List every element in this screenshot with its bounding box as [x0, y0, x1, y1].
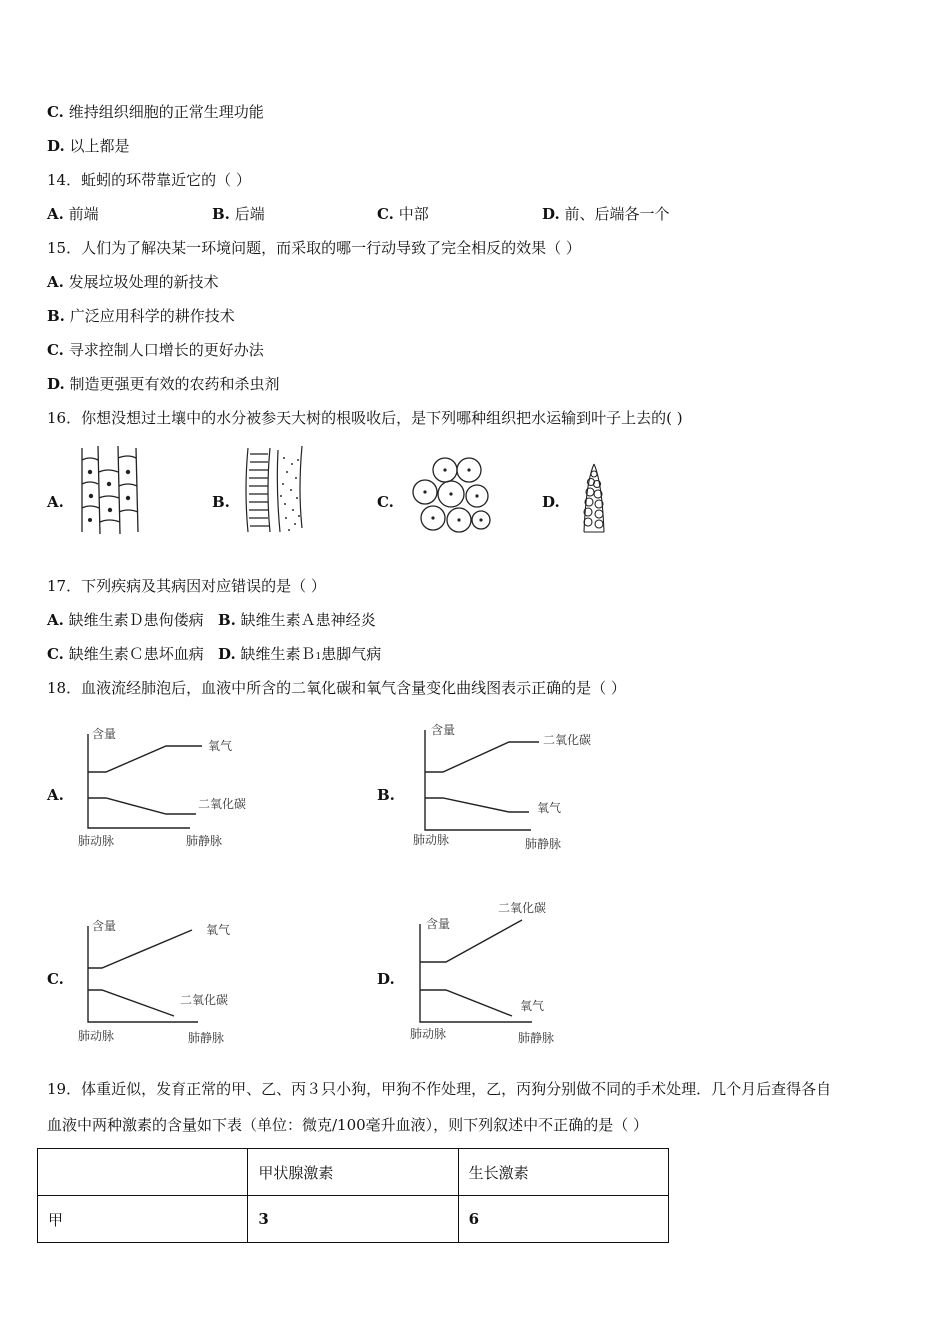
q16-stem: 16．你想没想过土壤中的水分被参天大树的根吸收后，是下列哪种组织把水运输到叶子上去的( ): [47, 409, 683, 427]
q15-option-d: D. 制造更强更有效的农药和杀虫剂: [47, 375, 280, 393]
q18-graph-a: [78, 724, 278, 852]
upper-curve-label: 氧气: [206, 923, 231, 937]
q14-option-c: C. 中部: [377, 205, 429, 223]
q17-stem: 17．下列疾病及其病因对应错误的是（ ）: [47, 577, 326, 595]
upper-curve-label: 二氧化碳: [543, 733, 592, 747]
option-text: 以上都是: [69, 137, 130, 155]
hormone-table: [37, 1148, 669, 1243]
q18-graph-c: [78, 914, 278, 1048]
q19-stem-line1: 19．体重近似，发育正常的甲、乙、丙３只小狗，甲狗不作处理，乙，丙狗分别做不同的手术处理．几个月后查得各自: [47, 1080, 832, 1098]
q15-option-c: C. 寻求控制人口增长的更好办法: [47, 341, 264, 359]
curve-lower: [88, 990, 174, 1016]
q18-label-a: A.: [47, 786, 64, 804]
q18-label-b: B.: [377, 786, 395, 804]
option-label: C.: [47, 103, 64, 121]
q13-option-d: [47, 136, 130, 156]
q16-image-a: [78, 446, 142, 534]
q16-label-b: B.: [212, 493, 230, 511]
table-header-cell: [38, 1149, 248, 1196]
table-header-cell: 甲状腺激素: [248, 1149, 458, 1196]
q16-image-d: [580, 462, 608, 536]
q17-row2: C. 缺维生素Ｃ患坏血病 D. 缺维生素Ｂ1患脚气病: [47, 645, 382, 663]
lower-curve-label: 氧气: [520, 999, 545, 1013]
lower-curve-label: 二氧化碳: [198, 797, 247, 811]
table-cell: 甲: [38, 1196, 248, 1243]
option-text: 维持组织细胞的正常生理功能: [68, 103, 264, 121]
q15-stem: 15．人们为了解决某一环境问题，而采取的哪一行动导致了完全相反的效果（ ）: [47, 239, 581, 257]
curve-lower: [420, 990, 512, 1016]
curve-upper: [88, 746, 202, 772]
q15-option-a: A. 发展垃圾处理的新技术: [47, 273, 219, 291]
table-cell: 6: [458, 1196, 668, 1243]
y-axis-label: 含量: [426, 917, 451, 931]
x-end-label: 肺静脉: [525, 837, 562, 851]
lower-curve-label: 氧气: [537, 801, 562, 815]
table-cell: 3: [248, 1196, 458, 1243]
q16-image-b: [240, 446, 306, 534]
q16-image-c: [405, 456, 491, 538]
q14-option-d: D. 前、后端各一个: [542, 205, 670, 223]
q19-stem-line2: 血液中两种激素的含量如下表（单位：微克/100毫升血液），则下列叙述中不正确的是（ ）: [47, 1116, 648, 1134]
q15-option-b: B. 广泛应用科学的耕作技术: [47, 307, 235, 325]
x-start-label: 肺动脉: [78, 834, 115, 848]
y-axis-label: 含量: [431, 723, 456, 737]
lower-curve-label: 二氧化碳: [180, 993, 229, 1007]
x-end-label: 肺静脉: [518, 1031, 555, 1045]
q14-stem: 14．蚯蚓的环带靠近它的（ ）: [47, 171, 251, 189]
x-start-label: 肺动脉: [413, 833, 450, 847]
q16-label-d: D.: [542, 493, 560, 511]
x-start-label: 肺动脉: [78, 1029, 115, 1043]
q18-graph-b: [413, 718, 623, 852]
option-label: D.: [47, 137, 65, 155]
q14-option-b: B. 后端: [212, 205, 265, 223]
table-row: [38, 1196, 669, 1243]
x-end-label: 肺静脉: [188, 1031, 225, 1045]
table-header-cell: 生长激素: [458, 1149, 668, 1196]
curve-lower: [88, 798, 196, 814]
curve-upper: [425, 742, 539, 772]
upper-curve-label: 二氧化碳: [498, 901, 547, 915]
upper-curve-label: 氧气: [208, 739, 233, 753]
table-header-row: [38, 1149, 669, 1196]
q16-label-c: C.: [377, 493, 394, 511]
q18-stem: 18．血液流经肺泡后，血液中所含的二氧化碳和氧气含量变化曲线图表示正确的是（ ）: [47, 679, 626, 697]
y-axis-label: 含量: [92, 727, 117, 741]
q18-graph-d: [410, 898, 620, 1048]
q18-label-d: D.: [377, 970, 395, 988]
q14-option-a: A. 前端: [47, 205, 99, 223]
x-start-label: 肺动脉: [410, 1027, 447, 1041]
curve-lower: [425, 798, 529, 812]
y-axis-label: 含量: [92, 919, 117, 933]
q13-option-c: [47, 102, 264, 122]
q18-label-c: C.: [47, 970, 64, 988]
q16-label-a: A.: [47, 493, 64, 511]
x-end-label: 肺静脉: [186, 834, 223, 848]
curve-upper: [88, 930, 192, 968]
q17-row1: A. 缺维生素Ｄ患佝偻病 B. 缺维生素Ａ患神经炎: [47, 611, 376, 629]
